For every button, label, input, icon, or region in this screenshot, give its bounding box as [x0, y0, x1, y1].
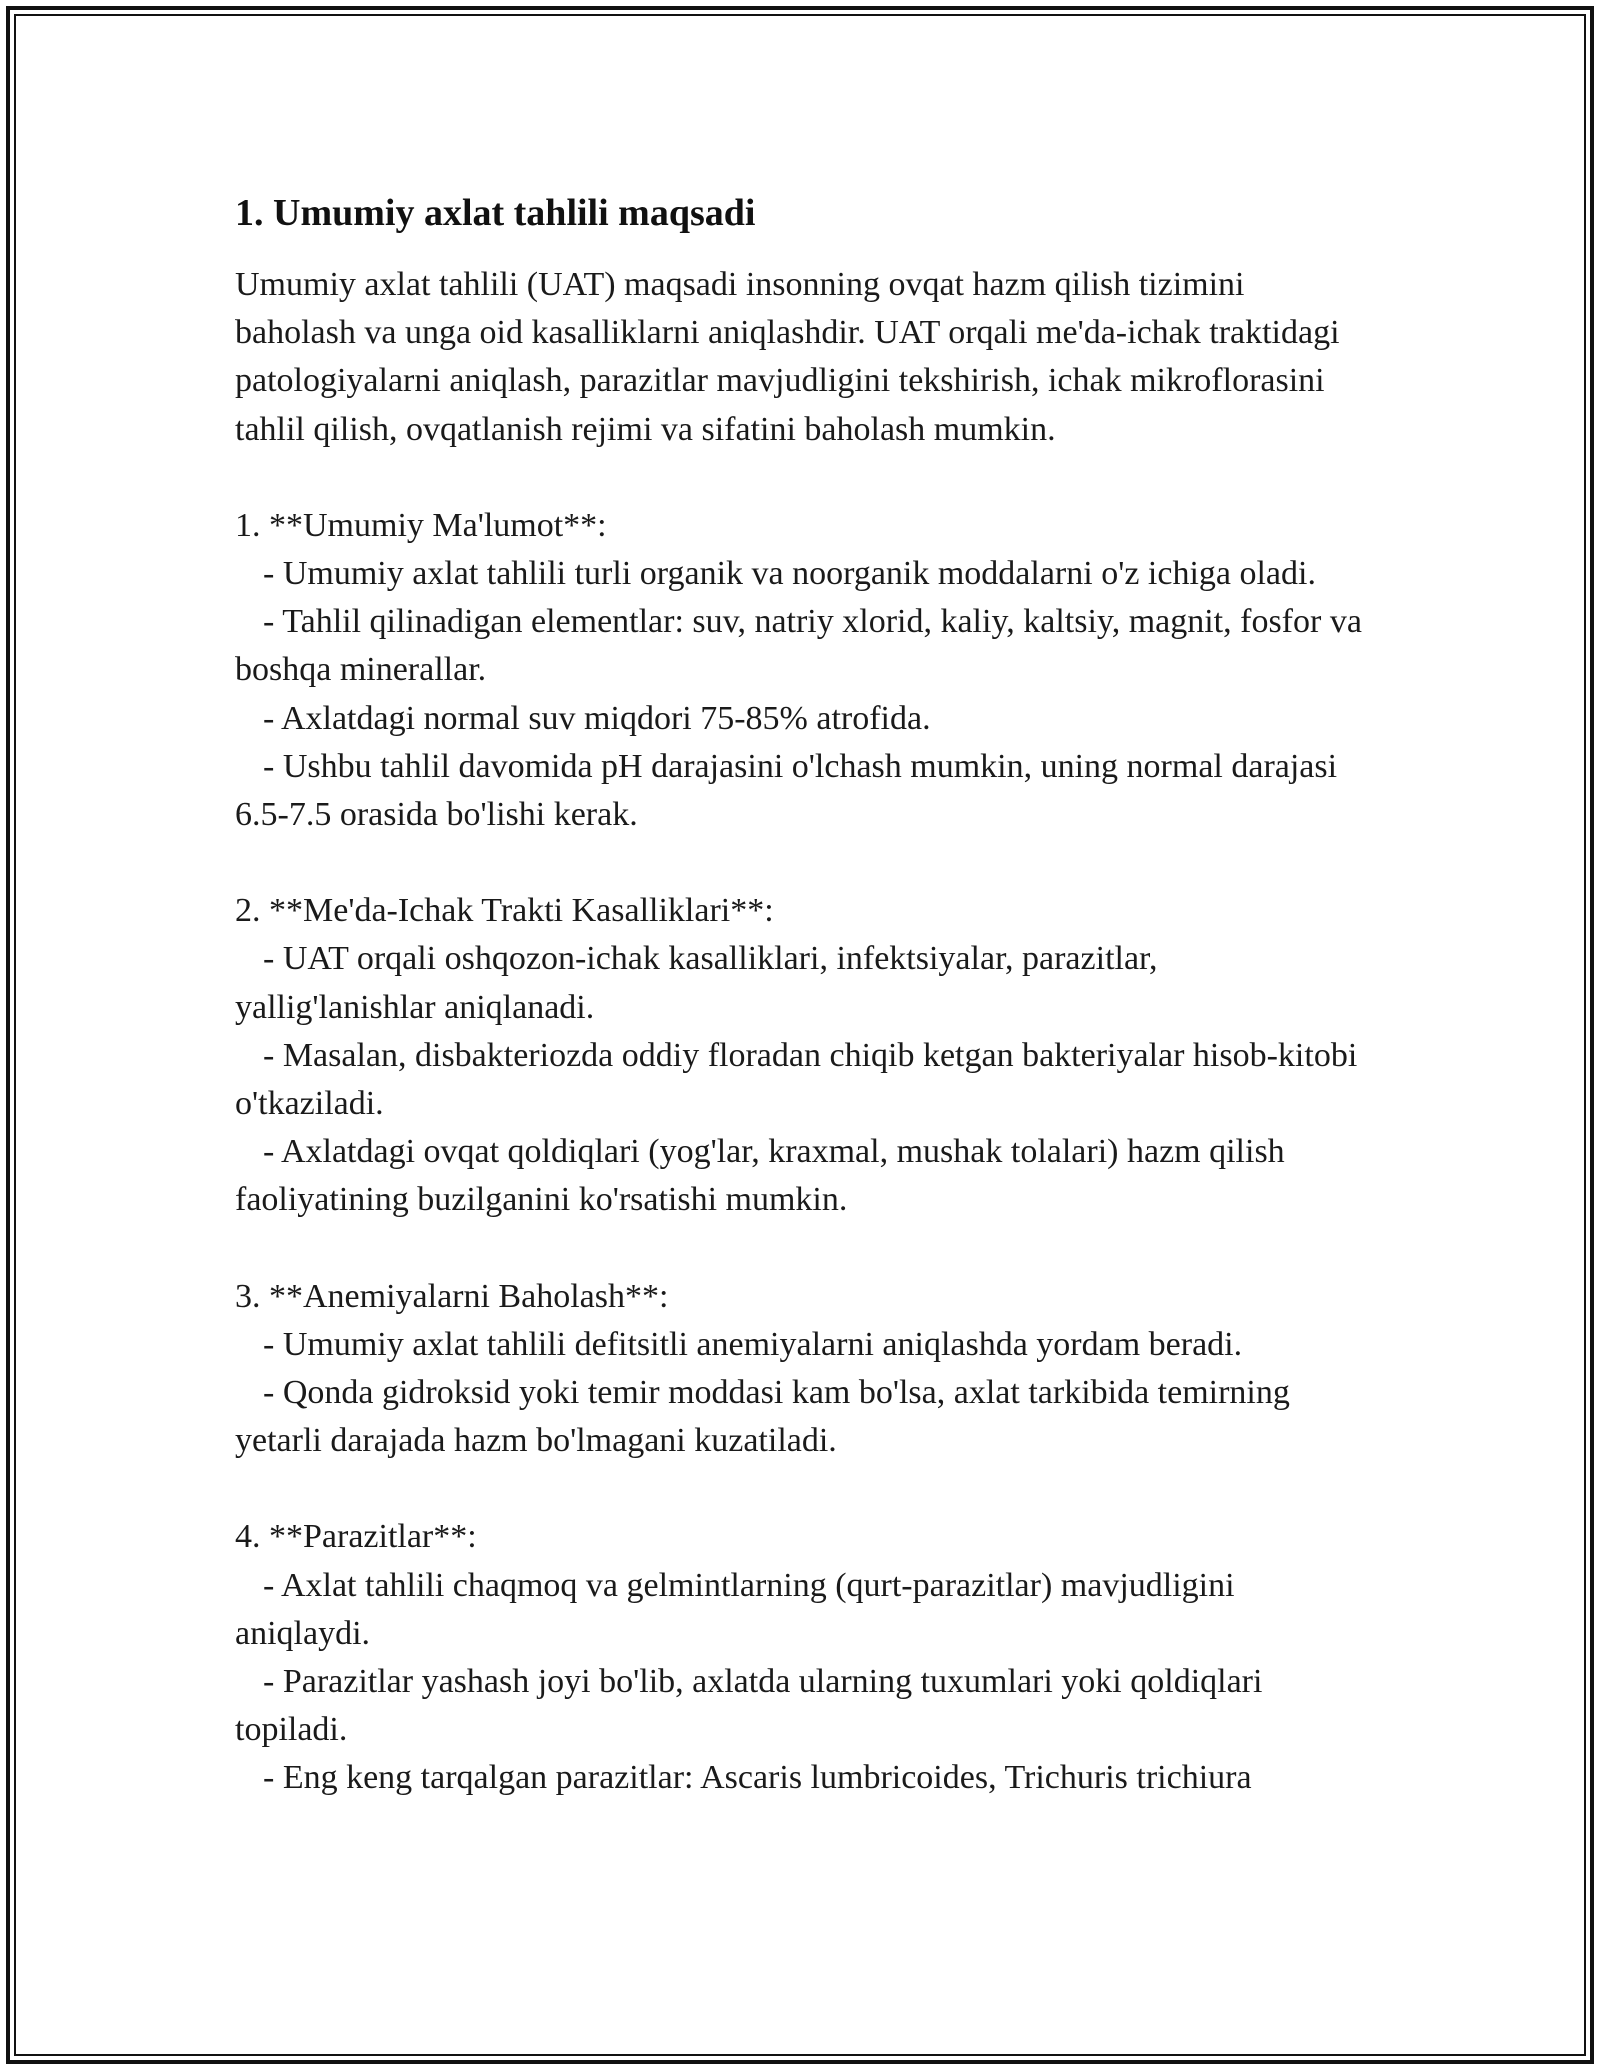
list-item: - Umumiy axlat tahlili turli organik va noorganik moddalarni o'z ichiga oladi.	[263, 555, 1316, 593]
section-title: 2. **Me'da-Ichak Trakti Kasalliklari**:	[235, 892, 774, 930]
list-item: - Umumiy axlat tahlili defitsitli anemiyalarni aniqlashda yordam beradi.	[263, 1325, 1243, 1363]
document-heading: 1. Umumiy axlat tahlili maqsadi	[235, 192, 756, 234]
section-title: 4. **Parazitlar**:	[235, 1518, 477, 1556]
section-title: 1. **Umumiy Ma'lumot**:	[235, 506, 607, 544]
list-item: - Masalan, disbakteriozda oddiy floradan chiqib ketgan bakteriyalar hisob-kitobi o'tkaziladi.	[235, 1036, 1358, 1123]
list-item: - Axlat tahlili chaqmoq va gelmintlarning (qurt-parazitlar) mavjudligini aniqlaydi.	[235, 1566, 1235, 1652]
section-gi-tract-diseases	[235, 887, 1365, 1224]
document-page	[235, 185, 1365, 1803]
list-item: - Eng keng tarqalgan parazitlar: Ascaris lumbricoides, Trichuris trichiura	[263, 1759, 1252, 1797]
list-item: - Axlatdagi normal suv miqdori 75-85% atrofida.	[263, 699, 931, 737]
section-anemia-assessment	[235, 1273, 1365, 1466]
intro-paragraph: Umumiy axlat tahlili (UAT) maqsadi insonning ovqat hazm qilish tizimini baholash va unga oid kasalliklarni aniqlashdir. UAT orqali me'da-ichak traktidagi patologiyalarni aniqlash, parazitlar mavjudligini tekshirish, ichak mikroflorasini tahlil qilish, ovqatlanish rejimi va sifatini baholash mumkin.	[235, 266, 1340, 448]
section-title: 3. **Anemiyalarni Baholash**:	[235, 1277, 669, 1315]
section-parasites	[235, 1513, 1365, 1802]
section-general-info	[235, 502, 1365, 839]
list-item: - UAT orqali oshqozon-ichak kasalliklari, infektsiyalar, parazitlar, yallig'lanishlar aniqlanadi.	[235, 940, 1158, 1026]
list-item: - Tahlil qilinadigan elementlar: suv, natriy xlorid, kaliy, kaltsiy, magnit, fosfor va boshqa minerallar.	[235, 603, 1362, 689]
list-item: - Axlatdagi ovqat qoldiqlari (yog'lar, kraxmal, mushak tolalari) hazm qilish faoliyatining buzilganini ko'rsatishi mumkin.	[235, 1133, 1285, 1219]
list-item: - Parazitlar yashash joyi bo'lib, axlatda ularning tuxumlari yoki qoldiqlari topiladi.	[235, 1663, 1263, 1749]
list-item: - Ushbu tahlil davomida pH darajasini o'lchash mumkin, uning normal darajasi 6.5-7.5 orasida bo'lishi kerak.	[235, 747, 1338, 834]
list-item: - Qonda gidroksid yoki temir moddasi kam bo'lsa, axlat tarkibida temirning yetarli darajada hazm bo'lmagani kuzatiladi.	[235, 1374, 1290, 1460]
